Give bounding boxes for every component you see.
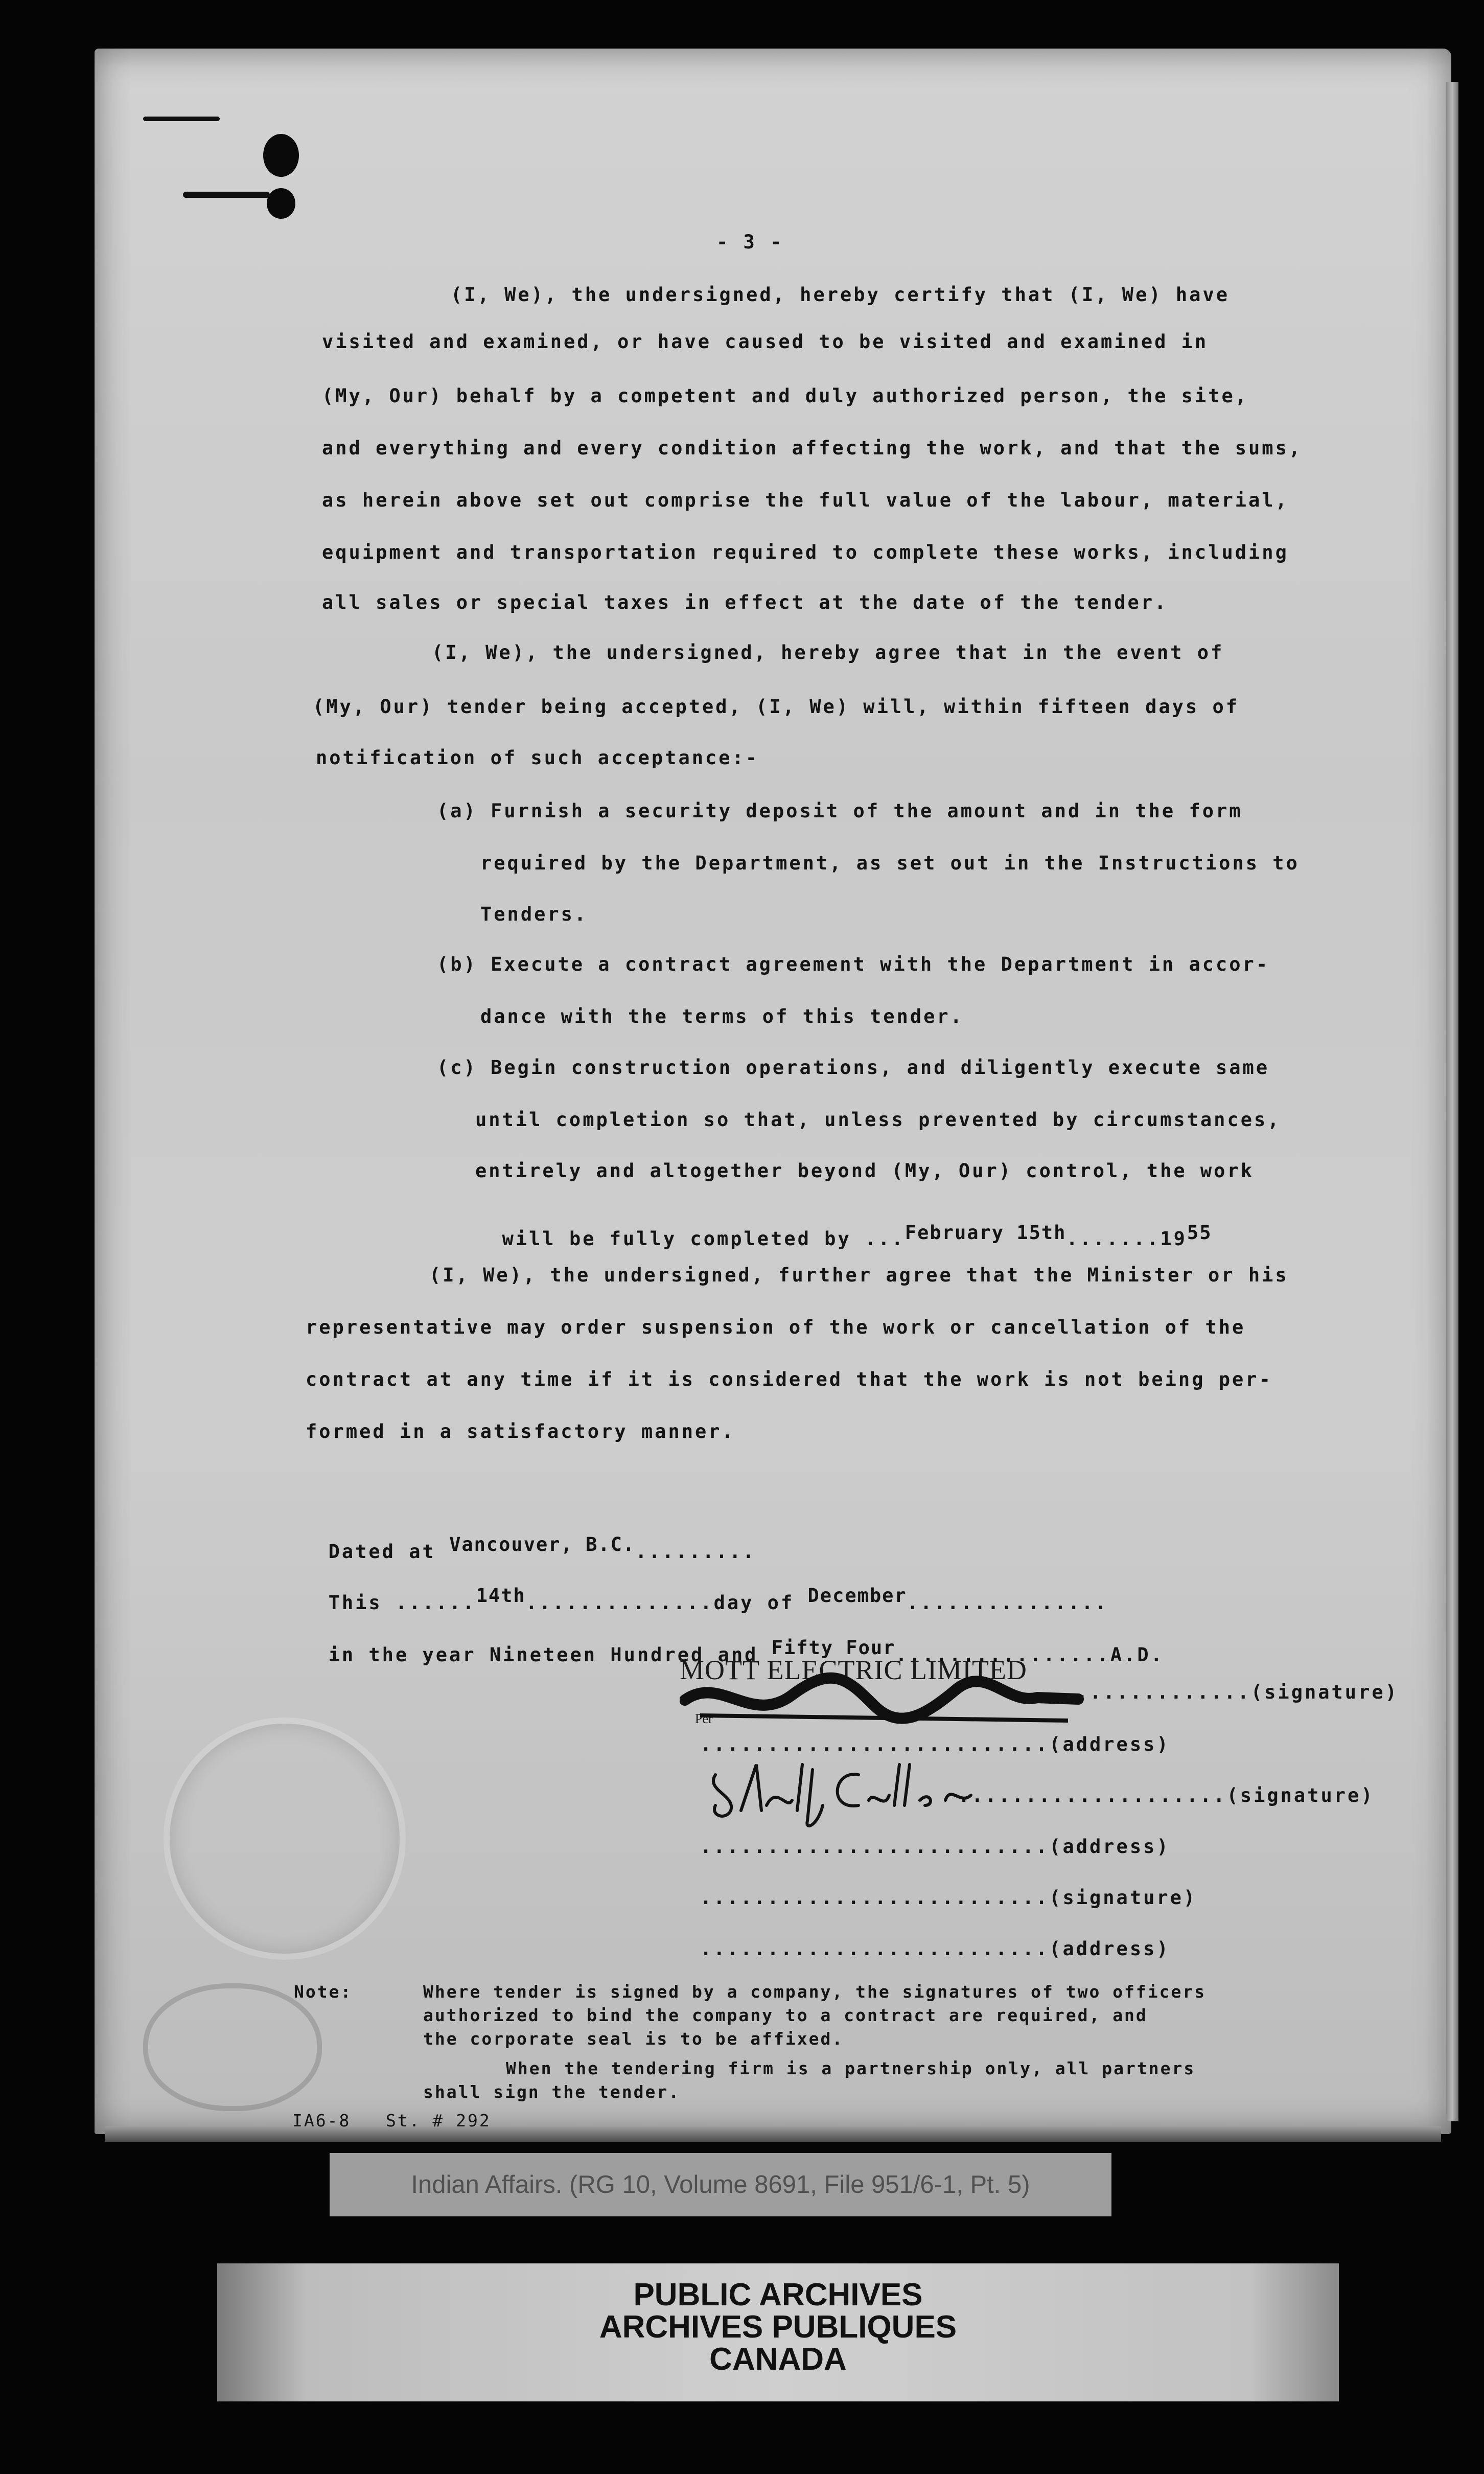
dated-year-words: Fifty Four bbox=[771, 1637, 896, 1659]
signature-line-2: ....................(signature) bbox=[958, 1784, 1375, 1806]
paragraph-line: contract at any time if it is considered that the work is not being per- bbox=[306, 1368, 1272, 1390]
address-line-1: ..........................(address) bbox=[700, 1733, 1170, 1755]
archive-stamp-label bbox=[217, 2263, 1339, 2401]
paragraph-line: formed in a satisfactory manner. bbox=[306, 1421, 735, 1442]
dated-place: Vancouver, B.C. bbox=[449, 1533, 636, 1555]
note-label: Note: bbox=[294, 1982, 353, 2002]
pen-mark-small bbox=[143, 117, 220, 121]
note-line: When the tendering firm is a partnership only, all partners bbox=[506, 2058, 1196, 2078]
embossed-seal bbox=[164, 1717, 406, 1960]
paragraph-line: (I, We), the undersigned, hereby certify that (I, We) have bbox=[451, 284, 1230, 306]
year-suffix: ................A.D. bbox=[895, 1644, 1164, 1666]
signature-scribble-1 bbox=[680, 1669, 1088, 1731]
list-item-a-cont: Tenders. bbox=[480, 903, 588, 925]
pen-mark bbox=[183, 192, 270, 198]
archive-stamp-line-2: ARCHIVES PUBLIQUES bbox=[599, 2309, 957, 2345]
address-line-2: ..........................(address) bbox=[700, 1836, 1170, 1858]
list-item-b-cont: dance with the terms of this tender. bbox=[480, 1005, 964, 1027]
month-dots: ............... bbox=[907, 1592, 1108, 1614]
dated-at-line bbox=[302, 1523, 756, 1561]
archive-reference-label bbox=[330, 2153, 1111, 2216]
dated-at-label: Dated at bbox=[328, 1541, 436, 1563]
dated-place-dots: ......... bbox=[635, 1541, 756, 1563]
archive-stamp-line-3: CANADA bbox=[709, 2342, 847, 2377]
completion-year: 55 bbox=[1187, 1222, 1212, 1244]
note-line: authorized to bind the company to a contract are required, and bbox=[423, 2005, 1148, 2025]
paragraph-line: and everything and every condition affecting the work, and that the sums, bbox=[322, 437, 1303, 459]
completion-line bbox=[475, 1210, 1212, 1248]
page-number: - 3 - bbox=[716, 231, 784, 253]
year-label: in the year Nineteen Hundred and bbox=[328, 1644, 758, 1666]
paragraph-line: (I, We), the undersigned, hereby agree that in the event of bbox=[432, 642, 1224, 663]
list-item-b: (b) Execute a contract agreement with the Department in accor- bbox=[437, 953, 1270, 975]
signature-line-1: ..............(signature) bbox=[1063, 1681, 1399, 1703]
page-stack-edge bbox=[1446, 82, 1458, 2121]
note-line: shall sign the tender. bbox=[423, 2082, 681, 2102]
company-stamp: MOTT ELECTRIC LIMITED bbox=[680, 1655, 1027, 1685]
list-item-a: (a) Furnish a security deposit of the amount and in the form bbox=[437, 800, 1243, 822]
archive-stamp-text bbox=[217, 2279, 1339, 2376]
paragraph-line: (I, We), the undersigned, further agree that the Minister or his bbox=[429, 1264, 1289, 1286]
note-line: Where tender is signed by a company, the signatures of two officers bbox=[423, 1982, 1207, 2002]
day-of-label: ..............day of bbox=[525, 1592, 795, 1614]
form-code: IA6-8 St. # 292 bbox=[292, 2111, 491, 2131]
note-line: the corporate seal is to be affixed. bbox=[423, 2029, 844, 2049]
paragraph-line: (My, Our) behalf by a competent and duly authorized person, the site, bbox=[322, 385, 1249, 407]
archive-reference: Indian Affairs. (RG 10, Volume 8691, File 951/6-1, Pt. 5) bbox=[411, 2171, 1030, 2198]
per-label: Per bbox=[695, 1711, 713, 1726]
address-line-3: ..........................(address) bbox=[700, 1938, 1170, 1960]
list-item-c: (c) Begin construction operations, and diligently execute same bbox=[437, 1057, 1270, 1079]
punch-hole-bottom bbox=[267, 188, 295, 219]
list-item-c-cont: entirely and altogether beyond (My, Our) control, the work bbox=[475, 1160, 1255, 1182]
completion-prefix: will be fully completed by ... bbox=[502, 1228, 905, 1250]
signature-handwritten bbox=[705, 1754, 991, 1831]
paragraph-line: all sales or special taxes in effect at the date of the tender. bbox=[322, 591, 1168, 613]
list-item-c-cont: until completion so that, unless prevented by circumstances, bbox=[475, 1109, 1281, 1131]
archive-stamp-line-1: PUBLIC ARCHIVES bbox=[633, 2277, 923, 2312]
paragraph-line: equipment and transportation required to complete these works, including bbox=[322, 541, 1289, 563]
completion-dots: .......19 bbox=[1066, 1228, 1187, 1250]
paragraph-line: representative may order suspension of the work or cancellation of the bbox=[306, 1316, 1246, 1338]
paragraph-line: visited and examined, or have caused to be visited and examined in bbox=[322, 331, 1209, 353]
punch-hole-top bbox=[263, 134, 299, 177]
this-label: This ...... bbox=[328, 1592, 476, 1614]
list-item-a-cont: required by the Department, as set out in the Instructions to bbox=[480, 852, 1300, 874]
dated-day: 14th bbox=[476, 1585, 526, 1607]
dated-day-line bbox=[302, 1574, 1108, 1612]
paragraph-line: notification of such acceptance:- bbox=[316, 747, 759, 769]
paragraph-line: as herein above set out comprise the full value of the labour, material, bbox=[322, 489, 1289, 511]
signature-line-3: ..........................(signature) bbox=[700, 1887, 1197, 1909]
faint-stamp bbox=[143, 1983, 322, 2111]
dated-month: December bbox=[807, 1585, 907, 1607]
completion-date: February 15th bbox=[905, 1222, 1066, 1244]
paragraph-line: (My, Our) tender being accepted, (I, We) will, within fifteen days of bbox=[313, 696, 1240, 718]
